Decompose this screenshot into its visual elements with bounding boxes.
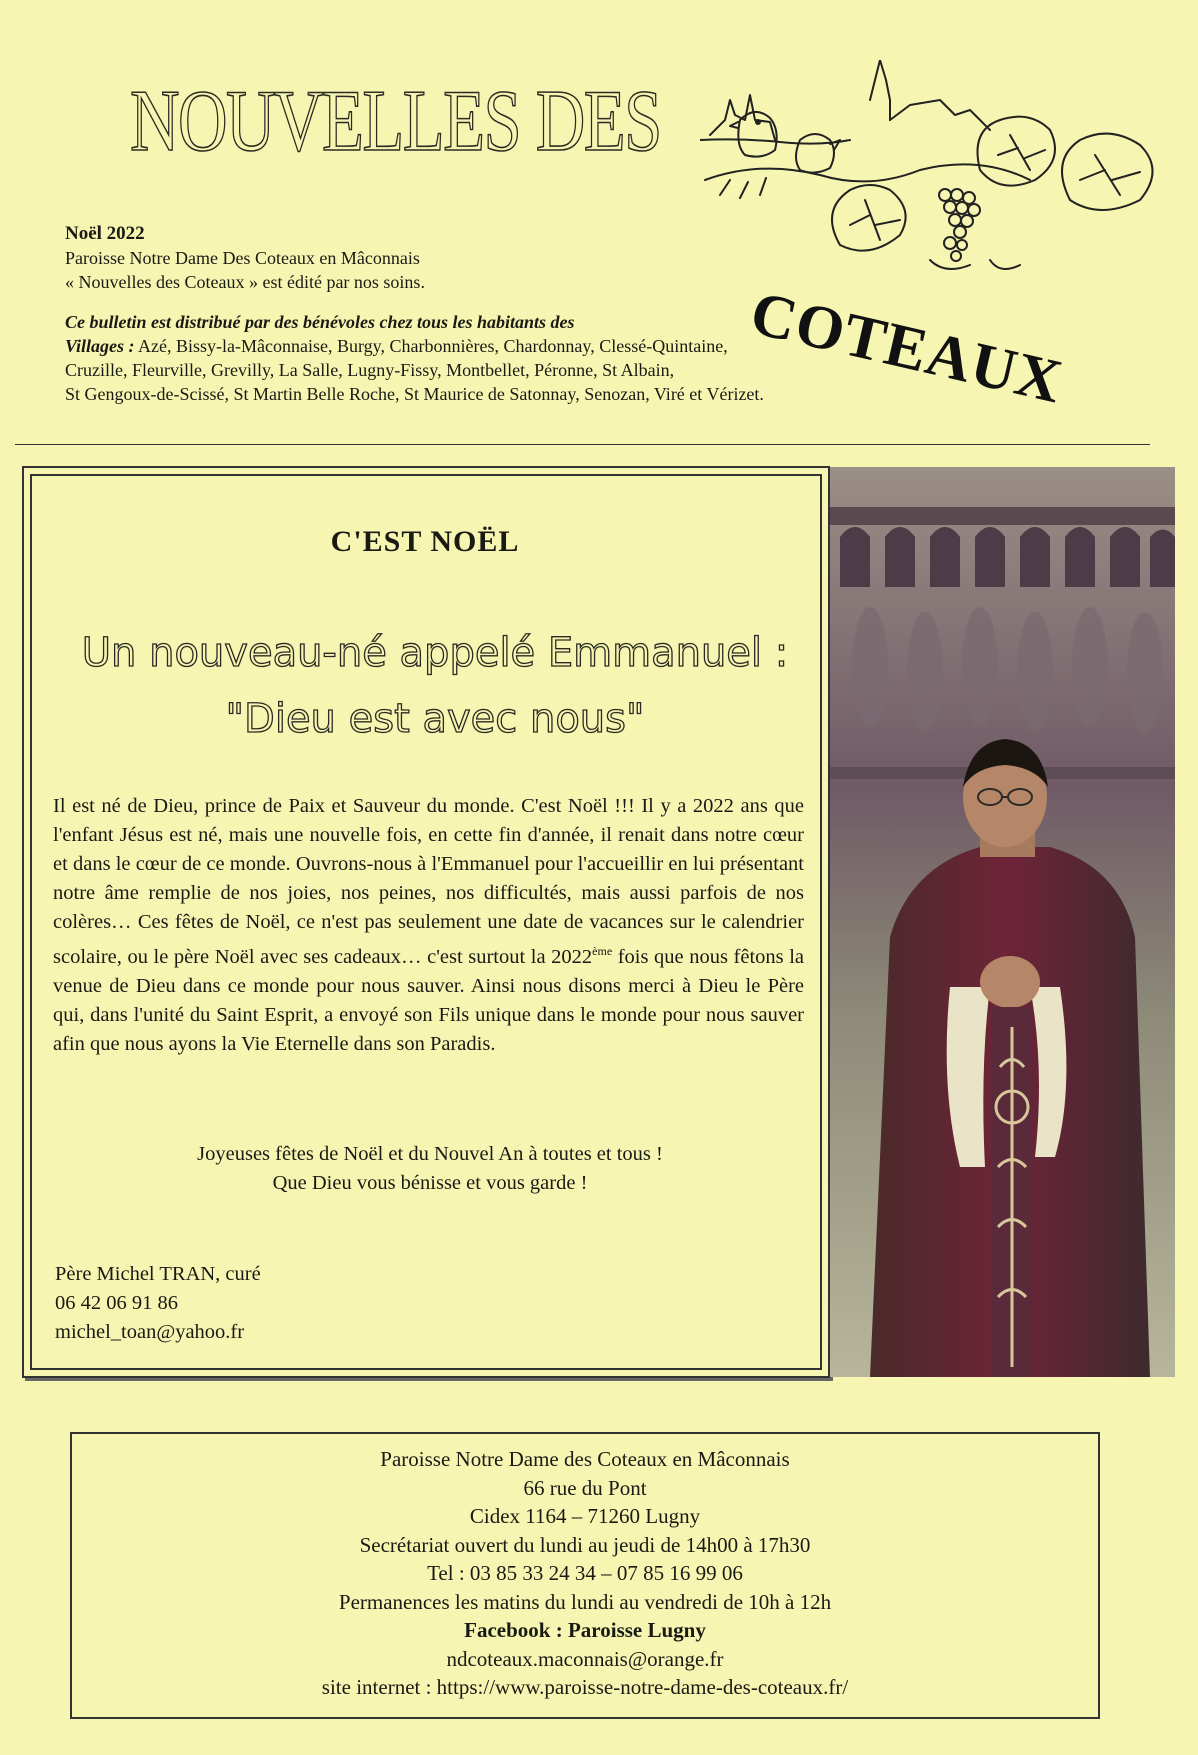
signature-phone: 06 42 06 91 86 [55, 1292, 178, 1314]
distribution-lead: Ce bulletin est distribué par des bénévoles chez tous les habitants des [65, 312, 575, 332]
wish-line-2: Que Dieu vous bénisse et vous garde ! [272, 1172, 588, 1194]
contact-website: site internet : https://www.paroisse-notre-dame-des-coteaux.fr/ [321, 1675, 849, 1699]
contact-street: 66 rue du Pont [523, 1475, 647, 1500]
contact-facebook: Facebook : Paroisse Lugny [464, 1618, 706, 1642]
header-divider [15, 444, 1150, 445]
villages-list [65, 334, 885, 406]
contact-cidex: Cidex 1164 – 71260 Lugny [469, 1504, 701, 1528]
message-body [53, 792, 804, 1059]
masthead-title-bottom: COTEAUX [744, 278, 1069, 417]
message-wishes [40, 1140, 820, 1198]
message-body-part-2: fois que nous fêtons la venue de Dieu dans ce monde pour nous sauver. Ainsi nous disons merci à Dieu le Père qui, dans l'unité du Saint Esprit, a envoyé son Fils unique dans le monde pour nous sauver afin que nous ayons la Vie Eternelle dans son Paradis. [53, 945, 804, 1055]
contact-lines [70, 1445, 1100, 1702]
edition-label: Noël 2022 [65, 223, 145, 244]
signature-name: Père Michel TRAN, curé [55, 1263, 261, 1285]
villages-line-1: Azé, Bissy-la-Mâconnaise, Burgy, Charbonnières, Chardonnay, Clessé-Quintaine, [138, 336, 728, 356]
contact-hours: Secrétariat ouvert du lundi au jeudi de 14h00 à 17h30 [359, 1532, 811, 1557]
edited-note: « Nouvelles des Coteaux » est édité par nos soins. [65, 272, 425, 292]
headline-line-2: "Dieu est avec nous" [225, 696, 645, 742]
message-signature [55, 1260, 261, 1347]
wish-line-1: Joyeuses fêtes de Noël et du Nouvel An à toutes et tous ! [197, 1143, 663, 1165]
message-body-superscript: ème [592, 944, 613, 958]
intro-block [65, 222, 885, 406]
villages-label: Villages : [65, 336, 135, 356]
contact-parish: Paroisse Notre Dame des Coteaux en Mâconnais [380, 1447, 790, 1471]
distribution-note [65, 310, 885, 334]
villages-line-3: St Gengoux-de-Scissé, St Martin Belle Roche, St Maurice de Satonnay, Senozan, Viré et Vérizet. [65, 384, 764, 404]
contact-email: ndcoteaux.maconnais@orange.fr [446, 1646, 724, 1671]
parish-name: Paroisse Notre Dame Des Coteaux en Mâconnais [65, 248, 420, 268]
message-headline [55, 620, 815, 752]
contact-phone: Tel : 03 85 33 24 34 – 07 85 16 99 06 [427, 1561, 743, 1585]
signature-email: michel_toan@yahoo.fr [55, 1321, 245, 1343]
villages-line-2: Cruzille, Fleurville, Grevilly, La Salle, Lugny-Fissy, Montbellet, Péronne, St Albain, [65, 360, 675, 380]
headline-line-1: Un nouveau-né appelé Emmanuel : [81, 630, 789, 676]
message-body-part-1: Il est né de Dieu, prince de Paix et Sauveur du monde. C'est Noël !!! Il y a 2022 ans que l'enfant Jésus est né, mais une nouvelle fois, en cette fin d'année, il renait dans notre cœur et dans le cœur de ce monde. Ouvrons-nous à l'Emmanuel pour l'accueillir en lui présentant notre âme remplie de nos joies, nos peines, nos difficultés, mais aussi parfois de nos colères… Ces fêtes de Noël, ce n'est pas seulement une date de vacances sur le calendrier scolaire, ou le père Noël avec ses cadeaux… c'est surtout la 2022 [53, 795, 804, 968]
message-heading: C'EST NOËL [330, 525, 520, 558]
contact-permanences: Permanences les matins du lundi au vendredi de 10h à 12h [338, 1589, 832, 1614]
priest-photo [830, 467, 1175, 1377]
masthead-title-top: NOUVELLES DES [130, 73, 661, 170]
